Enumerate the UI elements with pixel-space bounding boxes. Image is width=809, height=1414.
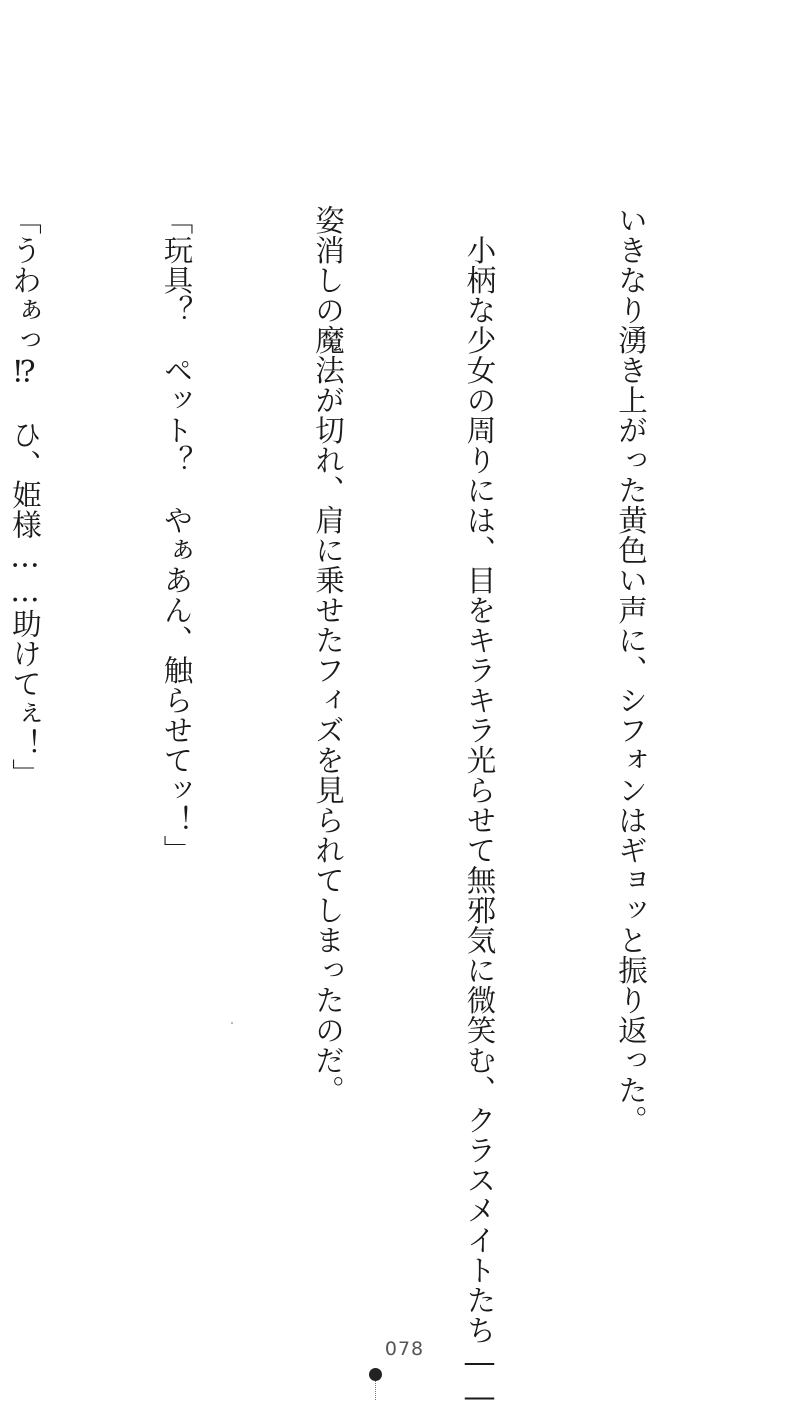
page-number: 078 xyxy=(384,1338,425,1360)
text-line: いきなり湧き上がった黄色い声に、シフォンはギョッと振り返った。 xyxy=(614,205,648,1135)
page-marker-dot xyxy=(369,1368,382,1381)
text-line: 「うわぁっ⁉ ひ、姫様……助けてぇ！」 xyxy=(8,205,42,789)
page-marker-line xyxy=(375,1381,376,1400)
text-line: 小柄な少女の周りには、目をキラキラ光らせて無邪気に微笑む、クラスメイトたち―― xyxy=(462,205,497,1414)
text-line: 「玩具？ ペット？ やぁあん、触らせてッ！」 xyxy=(159,205,194,865)
scan-speck xyxy=(231,1022,233,1024)
text-line: 姿消しの魔法が切れ、肩に乗せたフィズを見られてしまったのだ。 xyxy=(311,205,345,1105)
